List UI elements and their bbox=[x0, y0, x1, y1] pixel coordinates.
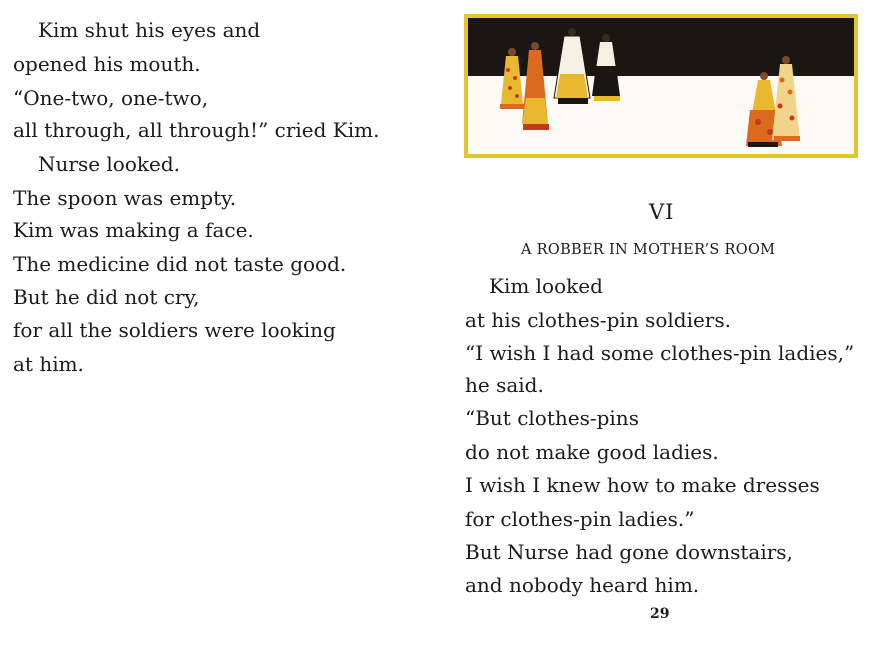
text-line: Kim was making a face. bbox=[13, 218, 254, 242]
text-line: “I wish I had some clothes-pin ladies,” bbox=[465, 341, 855, 365]
text-line: at his clothes-pin soldiers. bbox=[465, 308, 731, 332]
text-line: “One-two, one-two, bbox=[13, 86, 209, 110]
text-line: The medicine did not taste good. bbox=[13, 252, 347, 276]
text-line: do not make good ladies. bbox=[465, 440, 719, 464]
text-line: Kim looked bbox=[489, 274, 603, 298]
text-line: The spoon was empty. bbox=[13, 186, 237, 210]
text-line: and nobody heard him. bbox=[465, 573, 700, 597]
text-line: opened his mouth. bbox=[13, 52, 201, 76]
page-number: 29 bbox=[650, 606, 670, 622]
text-line: I wish I knew how to make dresses bbox=[465, 473, 820, 497]
text-line: But he did not cry, bbox=[13, 285, 200, 309]
text-line: for clothes-pin ladies.” bbox=[465, 507, 695, 531]
dark-background bbox=[468, 18, 854, 76]
clothes-pin-ladies-illustration bbox=[468, 18, 854, 154]
right-page bbox=[440, 0, 886, 647]
chapter-number: VI bbox=[649, 200, 675, 224]
text-line: But Nurse had gone downstairs, bbox=[465, 540, 793, 564]
left-page bbox=[0, 0, 440, 647]
chapter-illustration bbox=[464, 14, 858, 158]
text-line: Nurse looked. bbox=[38, 152, 180, 176]
text-line: Kim shut his eyes and bbox=[38, 18, 261, 42]
text-line: all through, all through!” cried Kim. bbox=[13, 118, 380, 142]
chapter-title: A ROBBER IN MOTHER’S ROOM bbox=[521, 242, 776, 258]
text-line: “But clothes-pins bbox=[465, 406, 639, 430]
text-line: at him. bbox=[13, 352, 84, 376]
text-line: he said. bbox=[465, 373, 544, 397]
text-line: for all the soldiers were looking bbox=[13, 318, 336, 342]
